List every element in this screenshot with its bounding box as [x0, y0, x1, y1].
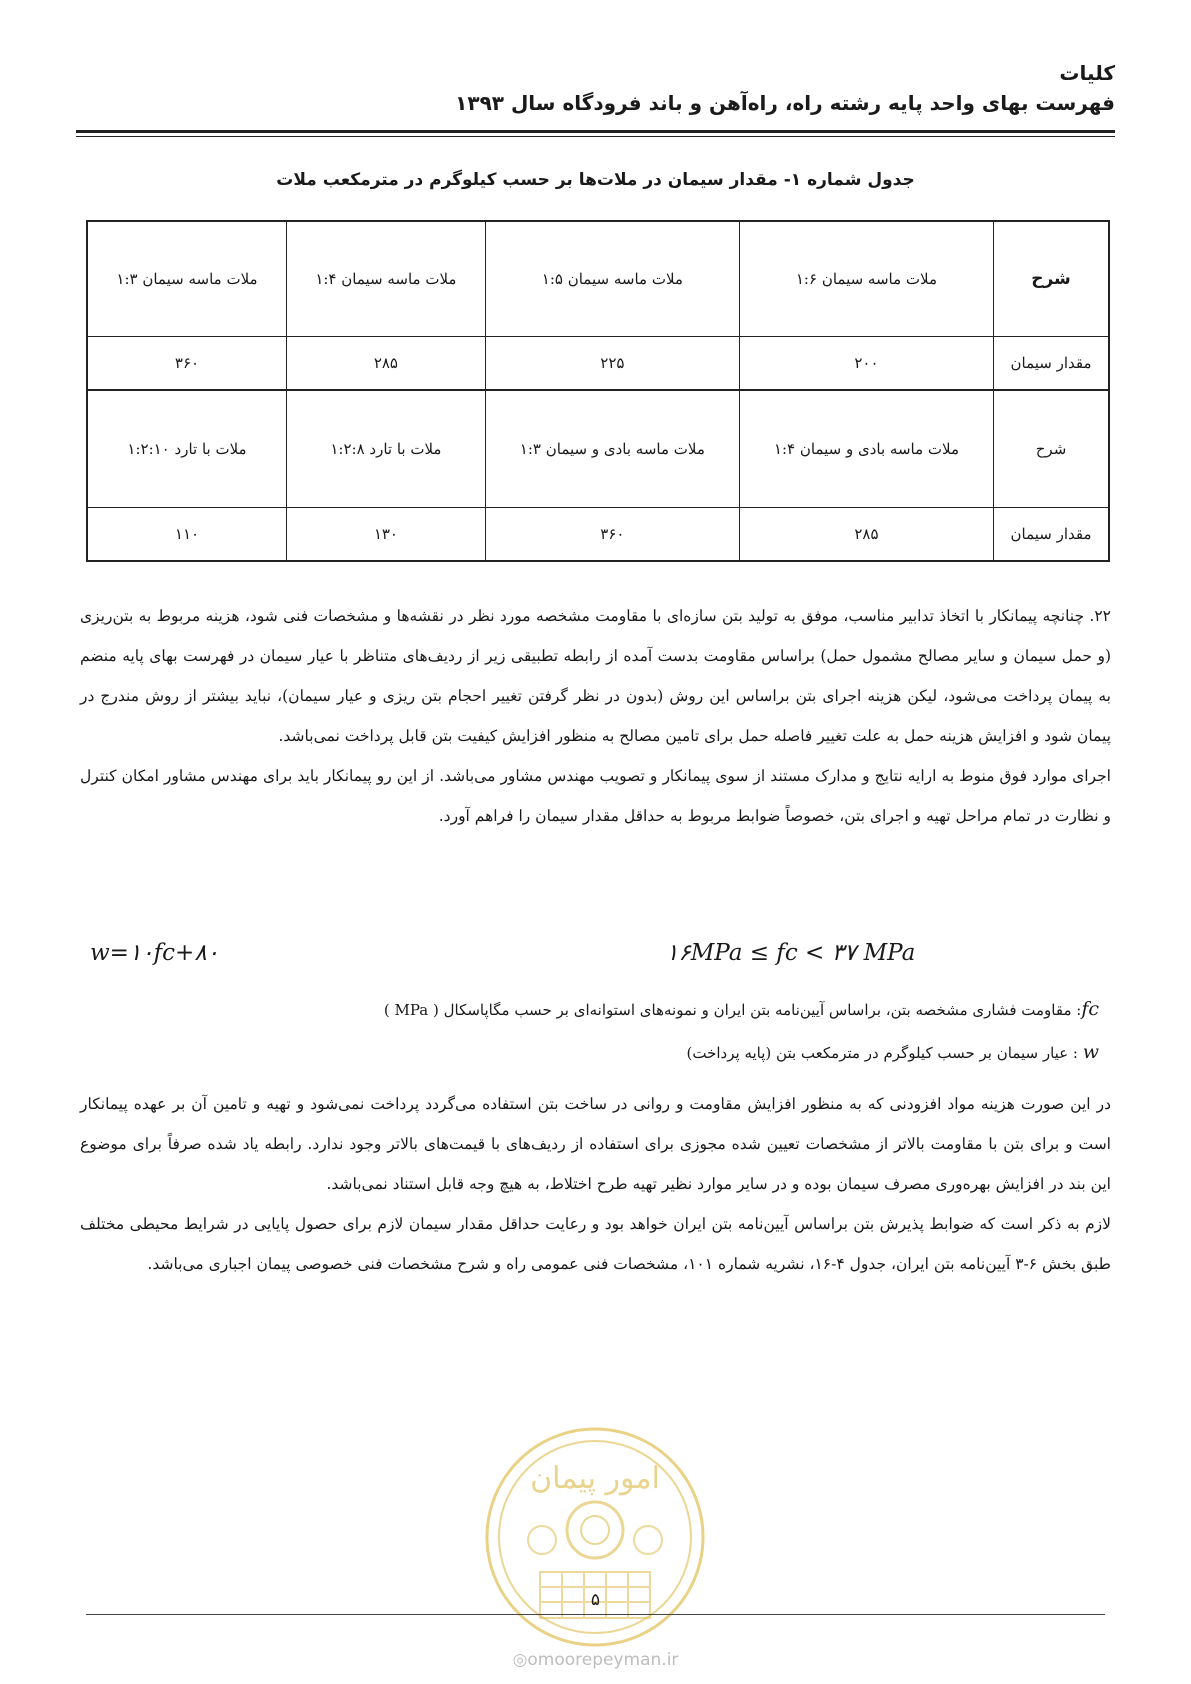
page-header [76, 58, 1115, 118]
symbol-w: w [1082, 1041, 1099, 1063]
paragraph: لازم به ذکر است که ضوابط پذیرش بتن براساس آیین‌نامه بتن ایران خواهد بود و رعایت حداقل مقدار سیمان لازم برای حصول پایایی در شرایط محیطی مختلف طبق بخش ۶-۳ آیین‌نامه بتن ایران، جدول ۴-۱۶، نشریه شماره ۱۰۱، مشخصات فنی عمومی راه و شرح مشخصات فنی خصوصی پیمان اجباری می‌باشد. [80, 1215, 1111, 1273]
paragraph: ۲۲. چنانچه پیمانکار با اتخاذ تدابیر مناسب، موفق به تولید بتن سازه‌ای با مقاومت مشخصه مورد نظر در نقشه‌ها و مشخصات فنی شود، هزینه مربوط به بتن‌ریزی (و حمل سیمان و سایر مصالح مشمول حمل) براساس مقاومت بدست آمده از رابطه تطبیقی زیر از ردیف‌های متناظر با عیار سیمان در فهرست بهای پایه منضم به پیمان پرداخت می‌شود، لیکن هزینه اجرای بتن براساس این روش (بدون در نظر گرفتن تغییر احجام بتن ریزی و عیار سیمان)، نباید بیشتر از روش مندرج در پیمان شود و افزایش هزینه حمل به علت تغییر فاصله حمل برای تامین مصالح به منظور افزایش کیفیت بتن قابل پرداخت نمی‌باشد. [80, 607, 1111, 745]
cement-table [86, 220, 1110, 562]
table-cell: ملات ماسه سیمان ۱:۵ [485, 221, 739, 337]
header-rule-thin [76, 136, 1115, 137]
table-cell: ۱۱۰ [87, 508, 286, 562]
table-cell: ملات ماسه سیمان ۱:۴ [286, 221, 485, 337]
definition-fc [80, 988, 1099, 1031]
table-cell: شرح [994, 390, 1110, 508]
footer-rule [86, 1614, 1105, 1615]
watermark-text: omoorepeyman.ir [527, 1650, 679, 1670]
seal-watermark-icon [480, 1422, 710, 1652]
definition-w [80, 1031, 1099, 1074]
table-cell: ۲۸۵ [286, 337, 485, 391]
watermark-icon: ◎ [512, 1650, 528, 1670]
table-cell: ۲۲۵ [485, 337, 739, 391]
table-cell: ۲۰۰ [739, 337, 993, 391]
table-cell: ۳۶۰ [87, 337, 286, 391]
body-text-2 [80, 1084, 1111, 1284]
table-cell: ۲۸۵ [739, 508, 993, 562]
document-title: فهرست بهای واحد پایه رشته راه، راه‌آهن و باند فرودگاه سال ۱۳۹۳ [455, 91, 1115, 115]
symbol-fc: fc [1081, 998, 1099, 1020]
section-title: کلیات [1059, 61, 1115, 85]
body-text-1 [80, 596, 1111, 836]
table-cell: شرح [994, 221, 1110, 337]
paragraph: اجرای موارد فوق منوط به ارایه نتایج و مدارک مستند از سوی پیمانکار و تصویب مهندس مشاور می‌باشد. از این رو پیمانکار باید برای مهندس مشاور امکان کنترل و نظارت در تمام مراحل تهیه و اجرای بتن، خصوصاً ضوابط مربوط به حداقل مقدار سیمان را فراهم آورد. [80, 767, 1111, 825]
formula-line [86, 936, 1105, 980]
page-number: ۵ [590, 1590, 601, 1610]
header-rule-thick [76, 130, 1115, 133]
table-caption: جدول شماره ۱- مقدار سیمان در ملات‌ها بر حسب کیلوگرم در مترمکعب ملات [276, 170, 915, 190]
table-cell: ملات با تارد ۱:۲:۸ [286, 390, 485, 508]
table-cell: ملات ماسه سیمان ۱:۳ [87, 221, 286, 337]
table-row [87, 337, 1109, 391]
paragraph: در این صورت هزینه مواد افزودنی که به منظور افزایش مقاومت و روانی در ساخت بتن استفاده می‌گردد پرداخت نمی‌شود و تهیه و تامین آن بر عهده پیمانکار است و برای بتن با مقاومت بالاتر از مشخصات تعیین شده مجوزی برای استفاده از ردیف‌های با قیمت‌های بالاتر وجود ندارد. رابطه یاد شده صرفاً برای موضوع این بند در افزایش بهره‌وری مصرف سیمان بوده و در سایر موارد نظیر تهیه طرح اختلاط، به هیچ وجه قابل استناد نمی‌باشد. [80, 1095, 1111, 1193]
definition-text: : مقاومت فشاری مشخصه بتن، براساس آیین‌نامه بتن ایران و نمونه‌های استوانه‌ای بر حسب مگاپاسکال ( MPa ) [383, 1001, 1082, 1019]
table-cell: ملات ماسه سیمان ۱:۶ [739, 221, 993, 337]
table-cell: ملات ماسه بادی و سیمان ۱:۴ [739, 390, 993, 508]
table-cell: مقدار سیمان [994, 337, 1110, 391]
definition-text: : عیار سیمان بر حسب کیلوگرم در مترمکعب بتن (پایه پرداخت) [686, 1044, 1083, 1062]
table-cell: مقدار سیمان [994, 508, 1110, 562]
formula-range: ۱۶MPa ≤ fc < ۳۷ MPa [666, 940, 916, 966]
definitions [80, 988, 1099, 1074]
table-row [87, 221, 1109, 337]
table-cell: ملات ماسه بادی و سیمان ۱:۳ [485, 390, 739, 508]
table-row [87, 390, 1109, 508]
formula-w: w=۱۰fc+۸۰ [90, 940, 220, 966]
table-cell: ۳۶۰ [485, 508, 739, 562]
table-cell: ملات با تارد ۱:۲:۱۰ [87, 390, 286, 508]
table-cell: ۱۳۰ [286, 508, 485, 562]
table-row [87, 508, 1109, 562]
seal-text: امور پیمان [530, 1461, 660, 1496]
watermark-url [0, 1650, 1191, 1670]
